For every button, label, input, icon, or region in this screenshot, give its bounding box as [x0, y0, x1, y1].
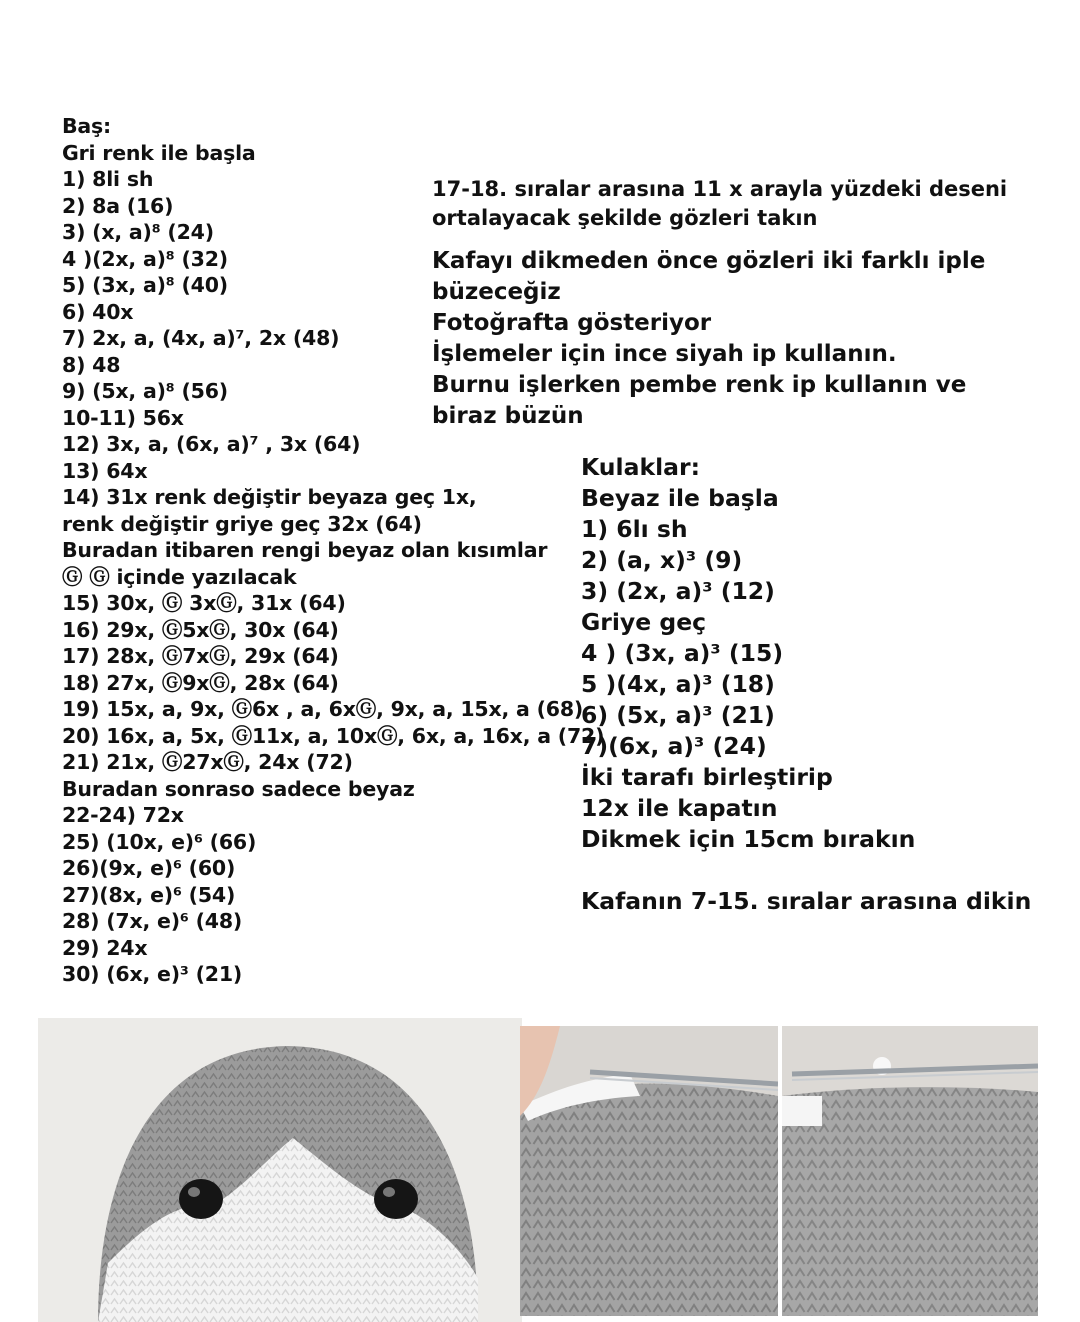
pattern-line: 13) 64x — [62, 458, 148, 483]
crochet-swatch-illustration — [782, 1026, 1038, 1316]
note-line: 17-18. sıralar arasına 11 x arayla yüzdeki deseni — [432, 177, 1008, 201]
pattern-line: 12x ile kapatın — [581, 794, 778, 822]
pattern-line: 3) (2x, a)³ (12) — [581, 577, 775, 605]
note-line: ortalayacak şekilde gözleri takın — [432, 206, 818, 230]
spacer — [581, 855, 1061, 886]
pattern-line: Dikmek için 15cm bırakın — [581, 825, 916, 853]
pattern-line: Buradan sonraso sadece beyaz — [62, 776, 415, 801]
pattern-line: Gri renk ile başla — [62, 140, 256, 165]
pattern-line: 18) 27x, Ⓖ9xⒼ, 28x (64) — [62, 670, 339, 695]
pattern-line: 2) (a, x)³ (9) — [581, 546, 743, 574]
crochet-progress-photo-2 — [782, 1026, 1038, 1316]
pattern-line: 29) 24x — [62, 935, 148, 960]
pattern-line: renk değiştir griye geç 32x (64) — [62, 511, 422, 536]
pattern-line: 9) (5x, a)⁸ (56) — [62, 379, 228, 403]
crochet-head-illustration — [38, 1018, 522, 1322]
pattern-line: Ⓖ Ⓖ içinde yazılacak — [62, 564, 297, 589]
pattern-line: 15) 30x, Ⓖ 3xⒼ, 31x (64) — [62, 591, 346, 615]
pattern-line: 5) (3x, a)⁸ (40) — [62, 273, 228, 297]
note-line: Burnu işlerken pembe renk ip kullanın ve — [432, 372, 967, 398]
pattern-line: Beyaz ile başla — [581, 484, 779, 512]
note-line: biraz büzün — [432, 403, 584, 429]
pattern-line: 10-11) 56x — [62, 405, 184, 430]
note-line: büzeceğiz — [432, 279, 561, 305]
pattern-line: 17) 28x, Ⓖ7xⒼ, 29x (64) — [62, 644, 339, 668]
pattern-line: 25) (10x, e)⁶ (66) — [62, 829, 257, 854]
pattern-line: 3) (x, a)⁸ (24) — [62, 220, 214, 244]
pattern-line: 22-24) 72x — [62, 803, 184, 827]
head-title: Baş: — [62, 114, 112, 138]
ears-title: Kulaklar: — [581, 453, 700, 481]
note-line: Kafayı dikmeden önce gözleri iki farklı iple — [432, 248, 986, 274]
ears-footer: Kafanın 7-15. sıralar arasına dikin — [581, 887, 1032, 915]
crochet-progress-photo-1 — [520, 1026, 778, 1316]
note-line: Fotoğrafta gösteriyor — [432, 310, 712, 336]
pattern-line: 4 ) (3x, a)³ (15) — [581, 639, 784, 667]
crochet-head-photo — [38, 1018, 522, 1322]
pattern-line: 20) 16x, a, 5x, Ⓖ11x, a, 10xⒼ, 6x, a, 16x, a (72) — [62, 723, 605, 748]
pattern-line: 6) 40x — [62, 299, 134, 324]
pattern-line: 8) 48 — [62, 352, 121, 377]
pattern-line: 1) 8li sh — [62, 167, 154, 191]
pattern-line: 7) 2x, a, (4x, a)⁷, 2x (48) — [62, 326, 340, 350]
eyes-note — [432, 175, 1032, 233]
pattern-line: 4 )(2x, a)⁸ (32) — [62, 246, 228, 271]
pattern-line: Buradan itibaren rengi beyaz olan kısımlar — [62, 538, 548, 562]
pattern-line: 1) 6lı sh — [581, 515, 688, 543]
note-line: İşlemeler için ince siyah ip kullanın. — [432, 341, 897, 367]
pattern-line: 6) (5x, a)³ (21) — [581, 701, 775, 729]
pattern-line: Griye geç — [581, 608, 707, 636]
pattern-line: 30) (6x, e)³ (21) — [62, 962, 243, 986]
pattern-line: İki tarafı birleştirip — [581, 763, 833, 791]
pattern-line: 5 )(4x, a)³ (18) — [581, 670, 775, 698]
pattern-line: 2) 8a (16) — [62, 193, 174, 218]
pattern-line: 27)(8x, e)⁶ (54) — [62, 882, 236, 907]
pattern-line: 26)(9x, e)⁶ (60) — [62, 856, 236, 880]
pattern-line: 12) 3x, a, (6x, a)⁷ , 3x (64) — [62, 432, 361, 456]
pattern-line: 28) (7x, e)⁶ (48) — [62, 909, 243, 933]
pattern-line: 19) 15x, a, 9x, Ⓖ6x , a, 6xⒼ, 9x, a, 15x, a (68) — [62, 697, 584, 721]
pattern-line: 14) 31x renk değiştir beyaza geç 1x, — [62, 485, 477, 509]
pattern-line: 7)(6x, a)³ (24) — [581, 732, 767, 760]
pattern-line: 16) 29x, Ⓖ5xⒼ, 30x (64) — [62, 617, 339, 642]
pattern-line: 21) 21x, Ⓖ27xⒼ, 24x (72) — [62, 750, 353, 774]
assembly-notes — [432, 246, 1032, 432]
crochet-swatch-illustration — [520, 1026, 778, 1316]
ears-pattern — [581, 452, 1061, 917]
